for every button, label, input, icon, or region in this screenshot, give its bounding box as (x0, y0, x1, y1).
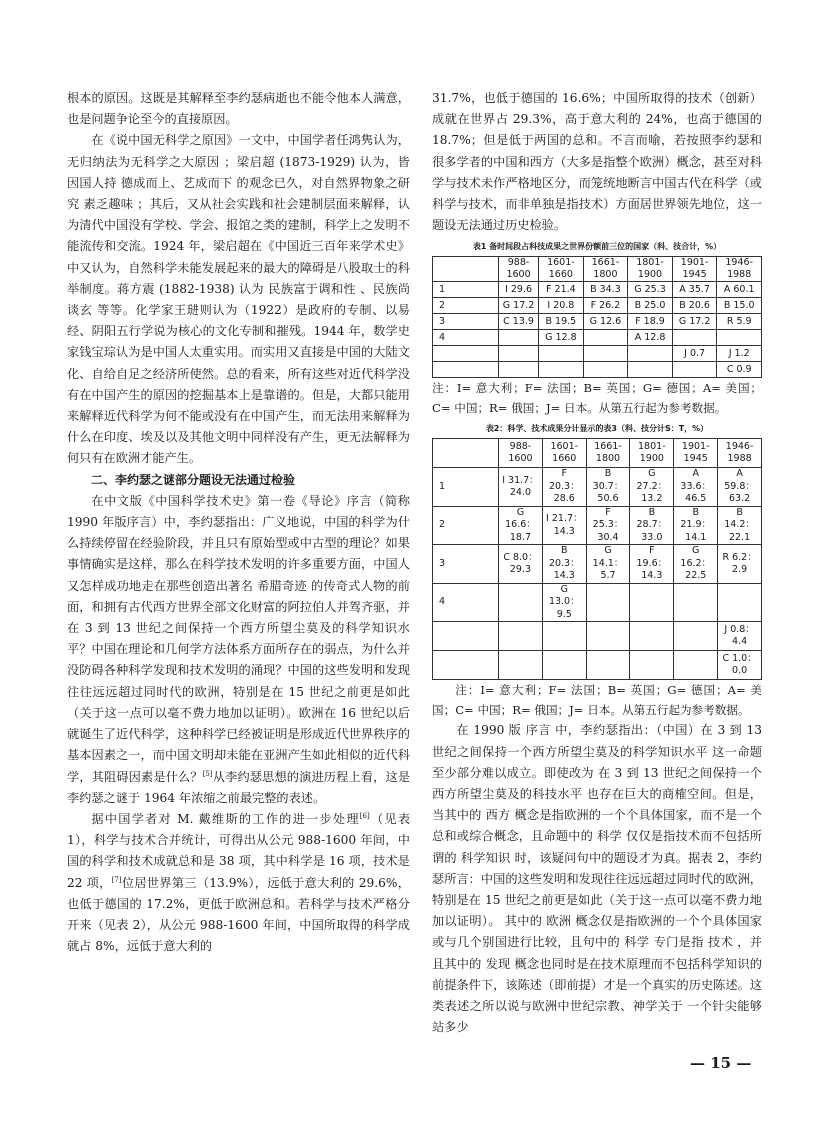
table-header-cell: 1901-1945 (672, 257, 717, 282)
table-cell (583, 330, 628, 346)
paragraph-text: （见表 1），科学与技术合并统计，可得出从公元 988-1600 年间，中国的科学和技术成就总和是 38 项，其中科学是 16 项，技术是 22 项， (67, 811, 411, 890)
table-cell (674, 583, 718, 622)
table-header-row (433, 439, 762, 468)
table-cell: 2 (433, 298, 499, 314)
table-header-cell: 1661-1800 (583, 257, 628, 282)
table-cell (499, 583, 543, 622)
table-cell (499, 651, 543, 680)
table-header-cell: 1601-1660 (542, 439, 586, 468)
table-cell: J 0.7 (672, 346, 717, 362)
table-cell (542, 651, 586, 680)
table-cell (586, 651, 630, 680)
table-cell: A 33.6：46.5 (674, 468, 718, 507)
table-cell: C 0.9 (717, 362, 762, 378)
table-cell: G 17.2 (672, 314, 717, 330)
table-cell: R 5.9 (717, 314, 762, 330)
table-row (433, 622, 762, 651)
table-row (433, 362, 762, 378)
table-cell: G 12.8 (539, 330, 584, 346)
table-cell: A 59.8：63.2 (718, 468, 762, 507)
table-cell (433, 362, 499, 378)
table2-note: 注：I= 意大利；F= 法国；B= 英国；G= 德国；A= 美国；C= 中国；R= 俄国；J= 日本。从第五行起为参考数据。 (432, 683, 762, 718)
table-cell: C 13.9 (499, 314, 539, 330)
table1 (432, 256, 762, 378)
table-cell: 2 (433, 506, 499, 545)
table1-caption: 表1 备时间段占科技成果之世界份额前三位的国家（科、技合计，%） (472, 242, 722, 252)
table-cell: 1 (433, 282, 499, 298)
paragraph: 31.7%，也低于德国的 16.6%；中国所取得的技术（创新）成就在世界占 29.3%，高于意大利的 24%，也高于德国的 18.7%；但是低于两国的总和。不言而喻，若按照李约瑟和很多学者的中国和西方（大多是指整个欧洲）概念，甚至对科学与技术未作严格地区分，而笼统地断言中国古代在科学（或科学与技术，而非单独是指技术）方面居世界领先地位，这一题设无法通过历史检验。 (432, 91, 762, 233)
table-cell: R 6.2：2.9 (718, 545, 762, 584)
table-cell (583, 346, 628, 362)
table-header-cell (433, 439, 499, 468)
table-cell: B 34.3 (583, 282, 628, 298)
table-cell: 3 (433, 314, 499, 330)
table-row (433, 545, 762, 584)
table-row (433, 298, 762, 314)
paragraph (67, 809, 410, 957)
table-cell (499, 330, 539, 346)
left-column (67, 88, 410, 957)
table-cell: B 15.0 (717, 298, 762, 314)
table-cell (718, 583, 762, 622)
table-row (433, 506, 762, 545)
table-cell: 4 (433, 583, 499, 622)
table-cell: G 16.2：22.5 (674, 545, 718, 584)
table-cell (630, 651, 674, 680)
table-cell: I 20.8 (539, 298, 584, 314)
table-cell (672, 330, 717, 346)
table-cell (433, 622, 499, 651)
table-cell (630, 583, 674, 622)
table-row (433, 346, 762, 362)
table-cell (499, 362, 539, 378)
table-cell: C 8.0：29.3 (499, 545, 543, 584)
table-cell: B 30.7：50.6 (586, 468, 630, 507)
table-cell: G 12.6 (583, 314, 628, 330)
table-cell: 4 (433, 330, 499, 346)
table-row (433, 314, 762, 330)
table-cell (672, 362, 717, 378)
paragraph: 在《说中国无科学之原因》一文中，中国学者任鸿隽认为， 无归纳法为无科学之大原因 ；梁启超 (1873-1929) 认为，皆因国人持 德成而上、艺成而下 的观念已久，对自然界物象之研究 素乏趣味 ；其后，又从社会实践和社会建制层面来解释，认为清代中国没有学校、学会、报馆之类的建制，科学上之发明不能流传和交流。1924 年，梁启超在《中国近三百年来学术史》中又认为，自然科学未能发展起来的最大的障碍是八股取士的科举制度。蒋方震 (1882-1938) 认为 民族富于调和性 、民族尚谈玄 等等。化学家王琎则认为（1922）是政府的专制、以易经、阴阳五行学说为核心的文化专制和摧残。1944 年，数学史家钱宝琮认为是中国人太重实用。而实用又直接是中国的大陆文化、自给自足之经济所使然。总的看来，所有这些对近代科学没有在中国产生的原因的挖掘基本上是靠谱的。但是，大都只能用来解释近代科学为何不能或没有在中国产生，而无法用来解释为什么在印度、埃及以及其他文明中同样没有产生，更无法解释为何只有在欧洲才能产生。 (67, 133, 410, 466)
table-cell: G 14.1：5.7 (586, 545, 630, 584)
table-row (433, 583, 762, 622)
table-cell: G 13.0：9.5 (542, 583, 586, 622)
table-cell (586, 583, 630, 622)
table-cell: F 19.6：14.3 (630, 545, 674, 584)
table-cell (674, 651, 718, 680)
table-header-cell: 1661-1800 (586, 439, 630, 468)
table-cell: F 25.3：30.4 (586, 506, 630, 545)
table-cell: I 21.7：14.3 (542, 506, 586, 545)
paragraph-text: 在中文版《中国科学技术史》第一卷《导论》序言（简称 1990 年版序言）中，李约瑟指出：广义地说，中国的科学为什么持续停留在经验阶段，并且只有原始型或中古型的理论？如果事情确实是这样，那么在科学技术发明的许多重要方面，中国人又怎样成功地走在那些创造出著名 希腊奇迹 的传奇式人物的前面，和拥有古代西方世界全部文化财富的阿拉伯人并驾齐驱，并在 3 到 13 世纪之间保持一个西方所望尘莫及的科学知识水平？中国在理论和几何学方法体系方面所存在的弱点，为什么并没防碍各种科学发现和技术发明的涌现？中国的这些发明和发现往往远远超过同时代的欧洲，特别是在 15 世纪之前更是如此（关于这一点可以毫不费力地加以证明）。欧洲在 16 世纪以后就诞生了近代科学，这种科学已经被证明是形成近代世界秩序的基本因素之一，而中国文明却未能在亚洲产生如此相似的近代科学，其阻碍因素是什么？ (67, 493, 410, 784)
table-cell: G 25.3 (628, 282, 673, 298)
table-cell (542, 622, 586, 651)
table-header-row (433, 257, 762, 282)
table-cell (628, 362, 673, 378)
table-cell (628, 346, 673, 362)
paragraph-text: 据中国学者对 M. 戴维斯的工作的进一步处理 (91, 811, 360, 826)
table-cell (539, 362, 584, 378)
table-cell: B 28.7：33.0 (630, 506, 674, 545)
paragraph: 在 1990 版 序言 中，李约瑟指出：（中国）在 3 到 13 世纪之间保持一个西方所望尘莫及的科学知识水平 这一命题至少部分难以成立。即使改为 在 3 到 13 世纪之间保持一个西方所望尘莫及的科技水平 也存在巨大的商榷空间。但是，当其中的 西方 概念是指欧洲的一个个具体国家，而不是一个总和或综合概念，且命题中的 科学 仅仅是指技术而不包括所谓的 科学知识 时，该疑问句中的题设才为真。据表 2，李约瑟所言：中国的这些发明和发现往往远远超过同时代的欧洲，特别是在 15 世纪之前更是如此（关于这一点可以毫不费力地加以证明）。 其中的 欧洲 概念仅是指欧洲的一个个具体国家或与几个别国进行比较，且句中的 科学 专门是指 技术 ，并且其中的 发现 概念也同时是在技术原理而不包括科学知识的前提条件下，该陈述（即前提）才是一个真实的历史陈述。这类表述之所以说与欧洲中世纪宗教、神学关于 一个针尖能够站多少 (432, 723, 762, 1035)
table-cell: G 16.6：18.7 (499, 506, 543, 545)
table-cell: G 27.2：13.2 (630, 468, 674, 507)
table-cell: 1 (433, 468, 499, 507)
table-cell (630, 622, 674, 651)
table-cell (499, 622, 543, 651)
citation-ref: [5] (202, 769, 213, 778)
table-cell (717, 330, 762, 346)
citation-ref: [6] (359, 811, 370, 820)
citation-ref: [7] (111, 875, 122, 884)
table-header-cell (433, 257, 499, 282)
table-cell (433, 346, 499, 362)
table-cell: G 17.2 (499, 298, 539, 314)
table-cell: B 14.2：22.1 (718, 506, 762, 545)
table-cell: B 20.3：14.3 (542, 545, 586, 584)
table-row (433, 282, 762, 298)
table-cell (499, 346, 539, 362)
table-header-cell: 1801-1900 (628, 257, 673, 282)
table-cell: C 1.0：0.0 (718, 651, 762, 680)
table-cell: A 35.7 (672, 282, 717, 298)
page-number: — 15 — (690, 1054, 752, 1072)
table1-note: 注：I= 意大利；F= 法国；B= 英国；G= 德国；A= 美国；C= 中国；R= 俄国；J= 日本。从第五行起为参考数据。 (432, 381, 762, 416)
table-header-cell: 988-1600 (499, 439, 543, 468)
table-cell: J 1.2 (717, 346, 762, 362)
table-row (433, 330, 762, 346)
table-cell: B 20.6 (672, 298, 717, 314)
paragraph: 根本的原因。这既是其解释至李约瑟病逝也不能令他本人满意，也是问题争论至今的直接原因。 (67, 91, 410, 127)
table2-caption: 表2：科学、技术成果分计显示的表3（科、技分计S：T，%） (485, 424, 709, 434)
table-header-cell: 988-1600 (499, 257, 539, 282)
table-cell: B 25.0 (628, 298, 673, 314)
table-cell: F 26.2 (583, 298, 628, 314)
table-header-cell: 1901-1945 (674, 439, 718, 468)
table-row (433, 468, 762, 507)
right-column (432, 88, 762, 1038)
table-cell: A 60.1 (717, 282, 762, 298)
paragraph (67, 491, 410, 809)
table-cell (433, 651, 499, 680)
table2 (432, 438, 762, 680)
table-cell: I 29.6 (499, 282, 539, 298)
table-cell: F 21.4 (539, 282, 584, 298)
table-cell: A 12.8 (628, 330, 673, 346)
paragraph-text: 位居世界第三（13.9%），远低于意大利的 29.6%，也低于德国的 17.2%，更低于欧洲总和。若科学与技术严格分开来（见表 2），从公元 988-1600 年间，中国所取得的科学成就占 8%，远低于意大利的 (67, 875, 410, 954)
section-heading: 二、李约瑟之谜部分题设无法通过检验 (91, 472, 296, 487)
table-cell: B 21.9：14.1 (674, 506, 718, 545)
table-cell: I 31.7：24.0 (499, 468, 543, 507)
table-header-cell: 1801-1900 (630, 439, 674, 468)
table-cell (586, 622, 630, 651)
table-header-cell: 1946-1988 (718, 439, 762, 468)
table-cell: 3 (433, 545, 499, 584)
table-header-cell: 1601-1660 (539, 257, 584, 282)
table-cell: F 18.9 (628, 314, 673, 330)
paragraph-text: 从李约瑟思想的演进历程上看，这是李约瑟之谜于 1964 年浓缩之前最完整的表述。 (67, 769, 411, 805)
table-row (433, 651, 762, 680)
table-cell (674, 622, 718, 651)
table-cell: J 0.8：4.4 (718, 622, 762, 651)
table-cell (583, 362, 628, 378)
table-cell: F 20.3：28.6 (542, 468, 586, 507)
table-cell (539, 346, 584, 362)
table-header-cell: 1946-1988 (717, 257, 762, 282)
table-cell: B 19.5 (539, 314, 584, 330)
